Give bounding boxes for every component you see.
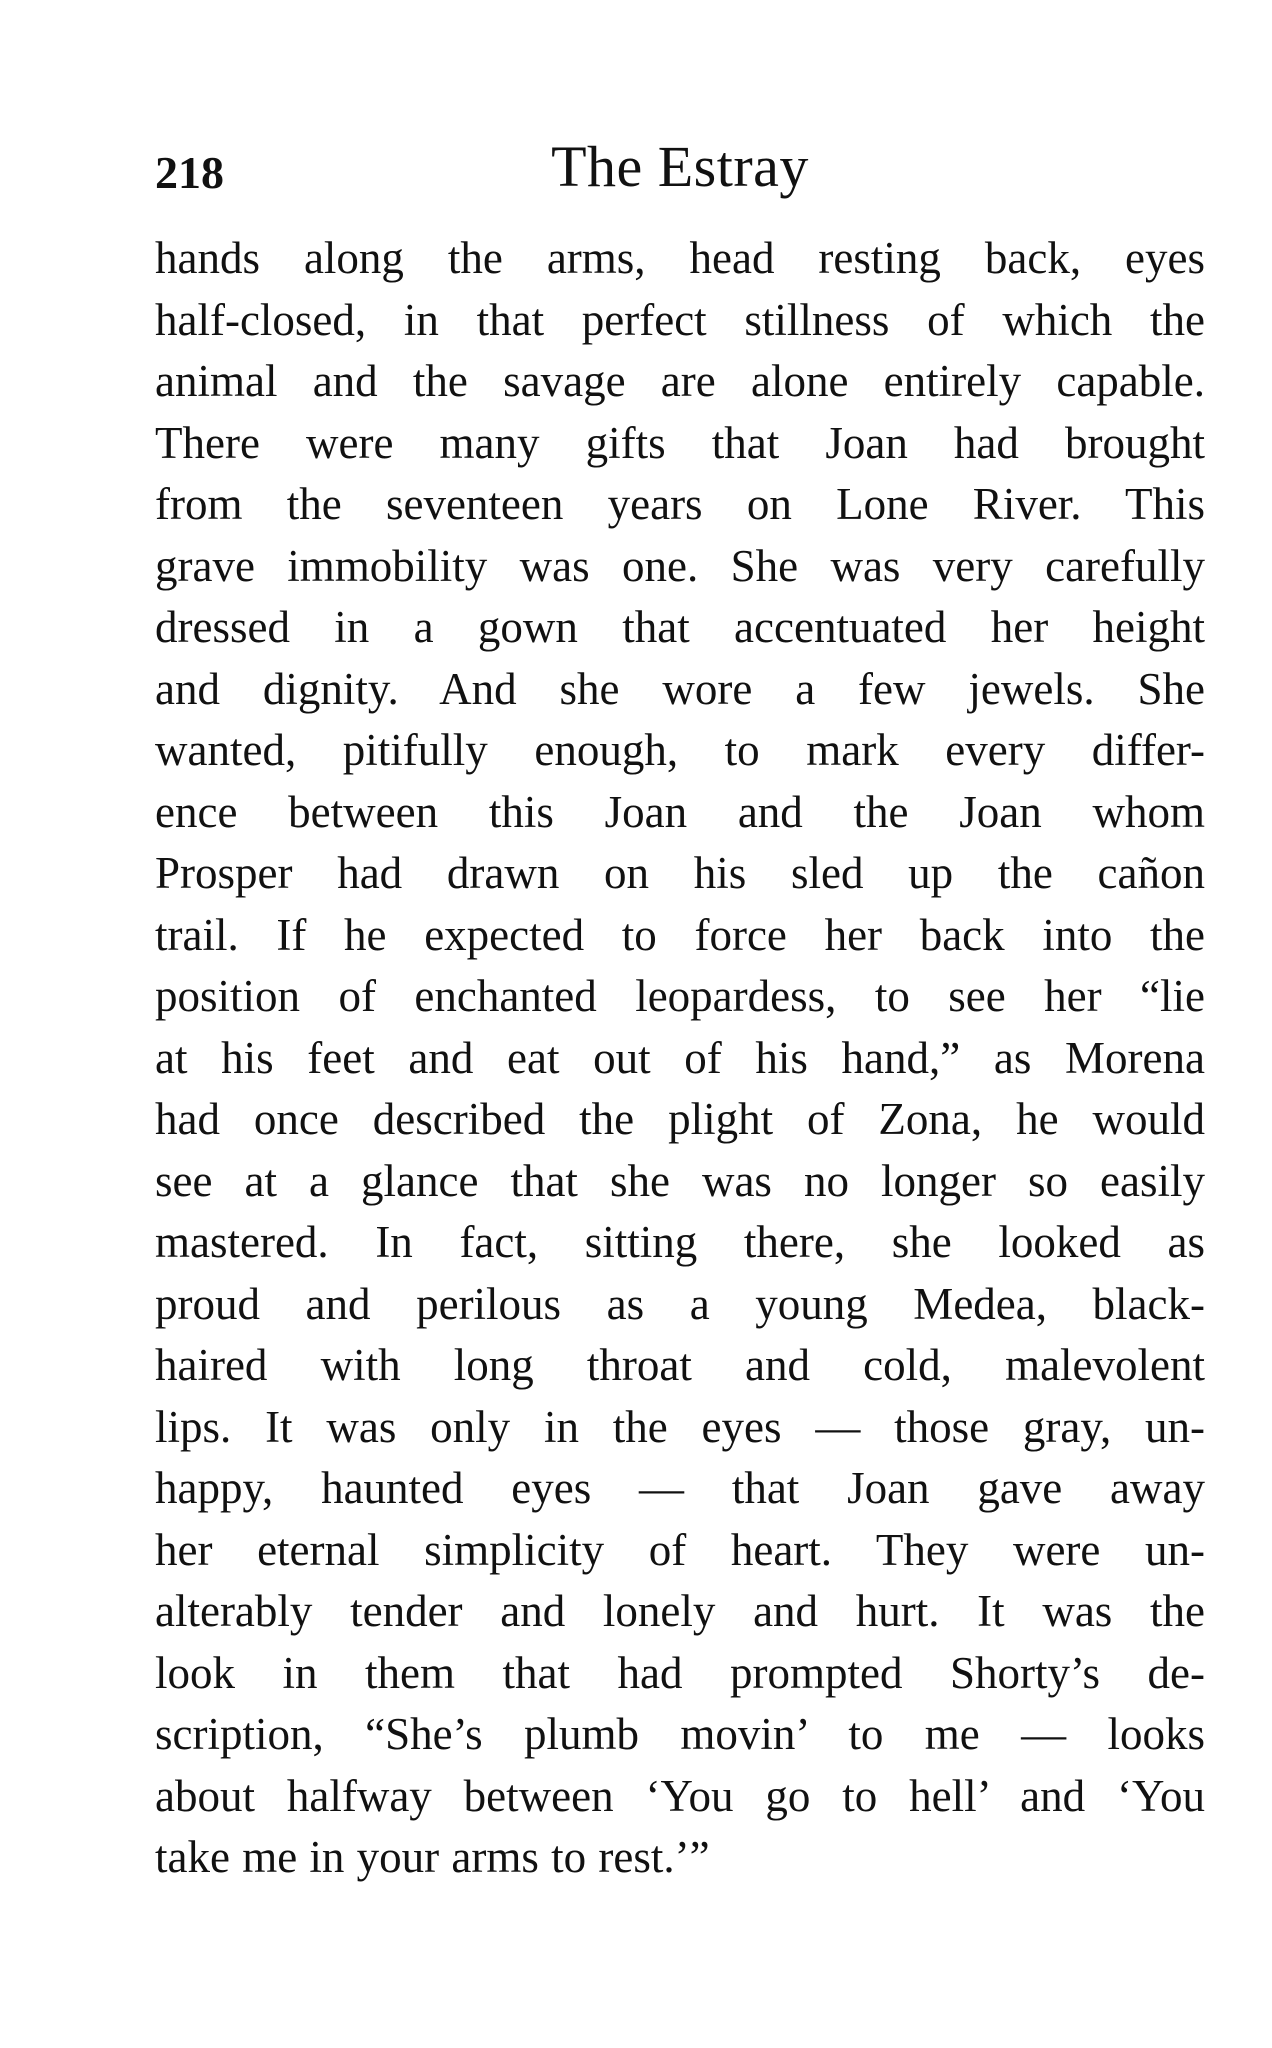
text-line: animal and the savage are alone entirely capable.: [155, 356, 1205, 406]
text-line: and dignity. And she wore a few jewels. She: [155, 663, 1205, 714]
text-line: proud and perilous as a young Medea, black-: [155, 1278, 1205, 1329]
text-line: hands along the arms, head resting back, eyes: [155, 233, 1205, 283]
text-line: at his feet and eat out of his hand,” as Morena: [155, 1032, 1205, 1083]
book-page: [155, 130, 1205, 1889]
text-line: Prosper had drawn on his sled up the cañon: [155, 848, 1205, 898]
text-line: half-closed, in that perfect stillness of which the: [155, 294, 1205, 345]
text-line: scription, “She’s plumb movin’ to me — looks: [155, 1709, 1205, 1759]
text-line: from the seventeen years on Lone River. This: [155, 479, 1205, 529]
text-line: look in them that had prompted Shorty’s de-: [155, 1647, 1205, 1698]
text-line: ence between this Joan and the Joan whom: [155, 786, 1205, 837]
text-line: had once described the plight of Zona, he would: [155, 1094, 1205, 1144]
running-head: [155, 130, 1205, 212]
text-line: see at a glance that she was no longer so easily: [155, 1155, 1205, 1206]
text-line: lips. It was only in the eyes — those gray, un-: [155, 1401, 1205, 1452]
body-text: [155, 228, 1205, 1889]
running-title: The Estray: [551, 134, 809, 199]
text-line: alterably tender and lonely and hurt. It was the: [155, 1586, 1205, 1636]
text-line: about halfway between ‘You go to hell’ and ‘You: [155, 1770, 1205, 1821]
text-line: her eternal simplicity of heart. They were un-: [155, 1524, 1205, 1575]
text-line-last: take me in your arms to rest.’”: [155, 1832, 710, 1882]
text-line: happy, haunted eyes — that Joan gave away: [155, 1463, 1205, 1513]
text-line: mastered. In fact, sitting there, she looked as: [155, 1217, 1205, 1267]
text-line: There were many gifts that Joan had brought: [155, 417, 1205, 468]
text-line: grave immobility was one. She was very carefully: [155, 540, 1205, 591]
text-line: wanted, pitifully enough, to mark every differ-: [155, 725, 1205, 775]
text-line: position of enchanted leopardess, to see her “lie: [155, 971, 1205, 1021]
text-line: dressed in a gown that accentuated her height: [155, 602, 1205, 652]
text-line: trail. If he expected to force her back into the: [155, 909, 1205, 960]
page-number: 218: [155, 147, 224, 198]
text-line: haired with long throat and cold, malevolent: [155, 1340, 1205, 1390]
